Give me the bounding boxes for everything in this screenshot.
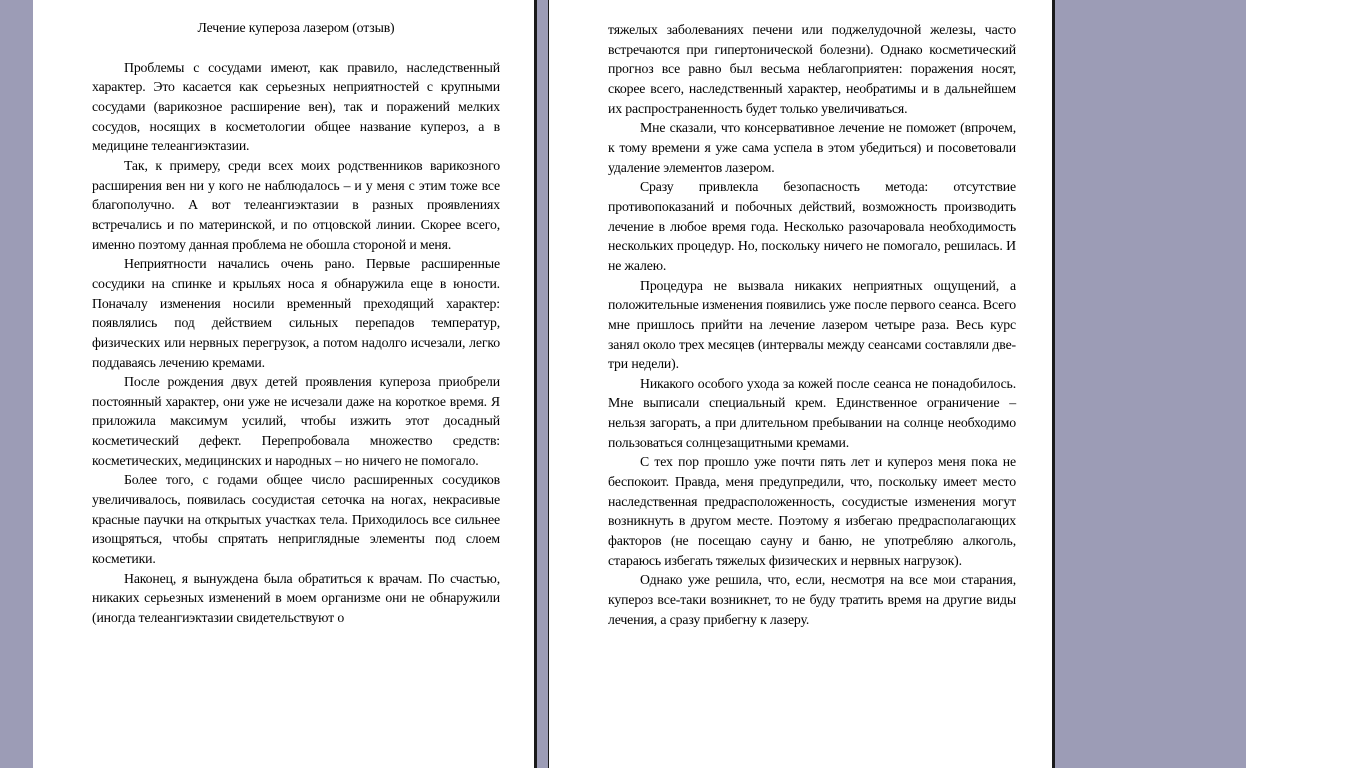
paragraph[interactable]: Так, к примеру, среди всех моих родственников варикозного расширения вен ни у кого не наблюдалось – и у меня с этим тоже все благополучно. А вот телеангиэктазии в разных проявлениях встречались и по материнской, и по отцовской линии. Скорее всего, именно поэтому данная проблема не обошла стороной и меня. xyxy=(92,157,500,252)
paragraph-continuation[interactable]: тяжелых заболеваниях печени или поджелудочной железы, часто встречаются при гипертонической болезни). Однако косметический прогноз все равно был весьма неблагоприятен: поражения носят, скорее всего, наследственный характер, необратимы и в дальнейшем их распространенность будет только увеличиваться. xyxy=(608,22,1016,116)
paragraph[interactable]: После рождения двух детей проявления купероза приобрели постоянный характер, они уже не исчезали даже на короткое время. Я приложила максимум усилий, чтобы изжить этот досадный косметический дефект. Перепробовала множество средств: косметических, медицинских и народных – но ничего не помогало. xyxy=(92,374,500,468)
paragraph[interactable]: Однако уже решила, что, если, несмотря на все мои старания, купероз все-таки возникнет, то не буду тратить время на другие виды лечения, а сразу прибегну к лазеру. xyxy=(608,572,1016,627)
document-page-2[interactable] xyxy=(548,0,1055,768)
paragraph[interactable]: Проблемы с сосудами имеют, как правило, наследственный характер. Это касается как серьезных неприятностей с крупными сосудами (варикозное расширение вен), так и поражений мелких сосудов, носящих в косметологии общее название купероз, а в медицине телеангиэктазии. xyxy=(92,59,500,154)
blank-margin-area xyxy=(1246,0,1366,768)
paragraph[interactable]: Сразу привлекла безопасность метода: отсутствие противопоказаний и побочных действий, возможность производить лечение в любое время года. Несколько разочаровала необходимость нескольких процедур. Но, поскольку ничего не помогало, решилась. И не жалею. xyxy=(608,179,1016,273)
page-1-text-column[interactable] xyxy=(92,18,500,628)
paragraph[interactable]: Неприятности начались очень рано. Первые расширенные сосудики на спинке и крыльях носа я обнаружила еще в юности. Поначалу изменения носили временный преходящий характер: появлялись под действием сильных перепадов температур, физических или нервных перегрузок, а потом надолго исчезали, легко поддаваясь лечению кремами. xyxy=(92,256,500,370)
document-page-1[interactable] xyxy=(33,0,537,768)
page-2-text-column[interactable] xyxy=(608,20,1016,629)
paragraph[interactable]: Никакого особого ухода за кожей после сеанса не понадобилось. Мне выписали специальный крем. Единственное ограничение – нельзя загорать, а при длительном пребывании на солнце необходимо пользоваться солнцезащитными кремами. xyxy=(608,375,1016,450)
paragraph[interactable]: Мне сказали, что консервативное лечение не поможет (впрочем, к тому времени я уже сама успела в этом убедиться) и посоветовали удаление элементов лазером. xyxy=(608,120,1016,175)
paragraph[interactable]: Более того, с годами общее число расширенных сосудиков увеличивалось, появилась сосудистая сеточка на ногах, некрасивые красные паучки на открытых участках тела. Приходилось все сильнее изощряться, чтобы спрятать неприглядные элементы под слоем косметики. xyxy=(92,472,500,567)
paragraph[interactable]: С тех пор прошло уже почти пять лет и купероз меня пока не беспокоит. Правда, меня предупредили, что, поскольку имеет место наследственная предрасположенность, сосудистые изменения могут возникнуть в другом месте. Поэтому я избегаю предрасполагающих факторов (не посещаю сауну и баню, не употребляю алкоголь, стараюсь избегать тяжелых физических и нервных нагрузок). xyxy=(608,454,1016,568)
paragraph[interactable]: Процедура не вызвала никаких неприятных ощущений, а положительные изменения появились уже после первого сеанса. Всего мне пришлось прийти на лечение лазером четыре раза. Весь курс занял около трех месяцев (интервалы между сеансами составляли две-три недели). xyxy=(608,277,1016,372)
document-title[interactable]: Лечение купероза лазером (отзыв) xyxy=(197,20,395,35)
paragraph[interactable]: Наконец, я вынуждена была обратиться к врачам. По счастью, никаких серьезных изменений в моем организме они не обнаружили (иногда телеангиэктазии свидетельствуют о xyxy=(92,570,500,626)
